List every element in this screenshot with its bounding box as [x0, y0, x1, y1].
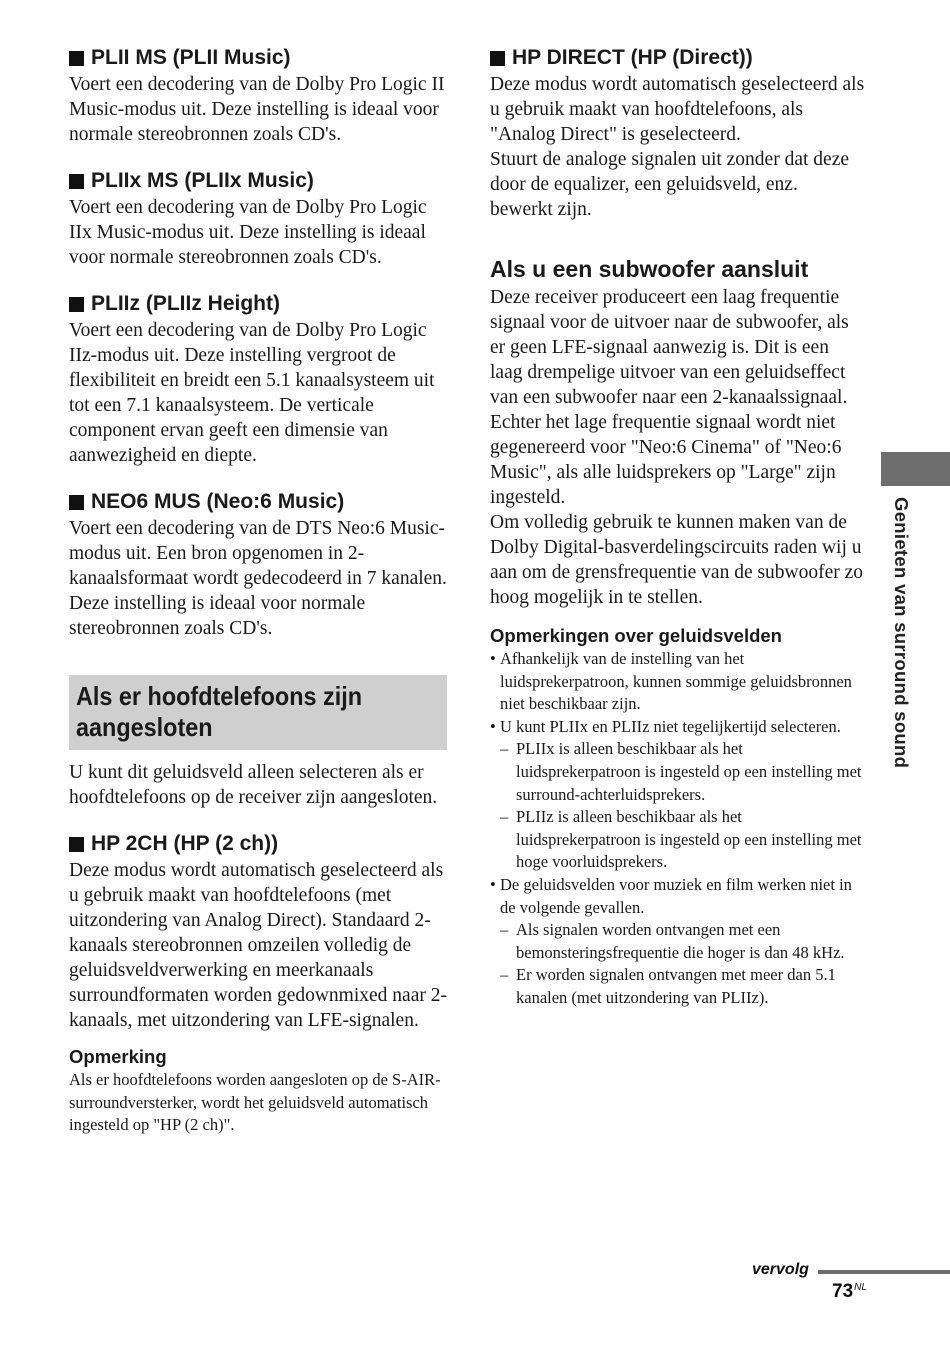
heading-text: PLII MS (PLII Music) — [91, 46, 291, 69]
chapter-side-label: Genieten van surround sound — [891, 497, 912, 769]
list-item: • De geluidsvelden voor muziek en film werken niet in de volgende gevallen. — [490, 874, 865, 919]
heading-text: PLIIx MS (PLIIx Music) — [91, 169, 314, 192]
heading-plii-ms — [69, 44, 447, 72]
paragraph-pliix-ms: Voert een decodering van de Dolby Pro Logic IIx Music-modus uit. Deze instelling is ideaal voor normale stereobronnen zoals CD's. — [69, 197, 427, 268]
square-bullet-icon — [69, 297, 84, 312]
page-number-suffix: NL — [854, 1282, 867, 1293]
list-item: • U kunt PLIIx en PLIIz niet tegelijkertijd selecteren. — [490, 716, 865, 739]
paragraph-plii-ms: Voert een decodering van de Dolby Pro Logic II Music-modus uit. Deze instelling is ideaal voor normale stereobronnen zoals CD's. — [69, 74, 445, 145]
notes-list — [490, 648, 865, 1010]
square-bullet-icon — [69, 51, 84, 66]
notes-heading: Opmerkingen over geluidsvelden — [490, 625, 782, 646]
heading-hp-2ch — [69, 830, 447, 858]
heading-text: NEO6 MUS (Neo:6 Music) — [91, 490, 345, 513]
right-column — [490, 44, 865, 1010]
paragraph-headphones-intro: U kunt dit geluidsveld alleen selecteren als er hoofdtelefoons op de receiver zijn aangesloten. — [69, 762, 438, 808]
square-bullet-icon — [69, 837, 84, 852]
square-bullet-icon — [69, 174, 84, 189]
page-number-value: 73 — [832, 1281, 854, 1302]
square-bullet-icon — [69, 495, 84, 510]
list-item: • Afhankelijk van de instelling van het luidsprekerpatroon, kunnen sommige geluidsbronnen niet beschikbaar zijn. — [490, 648, 865, 716]
paragraph-hp-direct-1: Deze modus wordt automatisch geselecteerd als u gebruik maakt van hoofdtelefoons, als "Analog Direct" is geselecteerd. — [490, 74, 865, 145]
continued-rule — [818, 1270, 950, 1274]
note-text: Als er hoofdtelefoons worden aangesloten op de S-AIR-surroundversterker, wordt het geluidsveld automatisch ingesteld op "HP (2 ch)". — [69, 1070, 441, 1134]
paragraph-hp-direct-2: Stuurt de analoge signalen uit zonder dat deze door de equalizer, een geluidsveld, enz. bewerkt zijn. — [490, 149, 849, 220]
paragraph-neo6-mus: Voert een decodering van de DTS Neo:6 Music-modus uit. Een bron opgenomen in 2-kanaalsformaat wordt gedecodeerd in 7 kanalen. Deze instelling is ideaal voor normale stereobronnen zoals CD's. — [69, 518, 447, 639]
list-item: – Er worden signalen ontvangen met meer dan 5.1 kanalen (met uitzondering van PLIIz). — [490, 964, 865, 1009]
continued-label: vervolg — [752, 1261, 809, 1278]
heading-subwoofer: Als u een subwoofer aansluit — [490, 256, 809, 282]
heading-text: PLIIz (PLIIz Height) — [91, 292, 280, 315]
note-heading: Opmerking — [69, 1046, 167, 1067]
section-title-headphones: Als er hoofdtelefoons zijn aangesloten — [76, 681, 363, 742]
chapter-tab-marker — [881, 452, 950, 486]
square-bullet-icon — [490, 51, 505, 66]
list-item: – PLIIx is alleen beschikbaar als het luidsprekerpatroon is ingesteld op een instelling met surround-achterluidsprekers. — [490, 738, 865, 806]
page-number — [832, 1281, 867, 1303]
left-column — [69, 44, 447, 1137]
heading-text: HP 2CH (HP (2 ch)) — [91, 832, 279, 855]
heading-hp-direct — [490, 44, 865, 72]
paragraph-pliiz: Voert een decodering van de Dolby Pro Logic IIz-modus uit. Deze instelling vergroot de flexibiliteit en breidt een 5.1 kanaalsysteem uit tot een 7.1 kanaalsysteem. De verticale component ervan geeft een dimensie van aanwezigheid en diepte. — [69, 320, 435, 466]
heading-pliix-ms — [69, 167, 447, 195]
paragraph-hp-2ch: Deze modus wordt automatisch geselecteerd als u gebruik maakt van hoofdtelefoons (met uitzondering van Analog Direct). Standaard 2-kanaals stereobronnen omzeilen volledig de geluidsveldverwerking en meerkanaals surroundformaten worden gedownmixed naar 2-kanaals, met uitzondering van LFE-signalen. — [69, 860, 447, 1031]
paragraph-subwoofer-2: Om volledig gebruik te kunnen maken van de Dolby Digital-basverdelingscircuits raden wij u aan om de grensfrequentie van de subwoofer zo hoog mogelijk in te stellen. — [490, 512, 864, 608]
heading-neo6-mus — [69, 488, 447, 516]
paragraph-subwoofer-1: Deze receiver produceert een laag frequentie signaal voor de uitvoer naar de subwoofer, als er geen LFE-signaal aanwezig is. Dit is een laag drempelige uitvoer van een geluidseffect van een subwoofer naar een 2-kanaalssignaal. Echter het lage frequentie signaal wordt niet gegenereerd voor "Neo:6 Cinema" of "Neo:6 Music", als alle luidsprekers op "Large" zijn ingesteld. — [490, 287, 849, 508]
list-item: – PLIIz is alleen beschikbaar als het luidsprekerpatroon is ingesteld op een instelling met hoge voorluidsprekers. — [490, 806, 865, 874]
heading-pliiz — [69, 290, 447, 318]
heading-text: HP DIRECT (HP (Direct)) — [512, 46, 753, 69]
list-item: – Als signalen worden ontvangen met een bemonsteringsfrequentie die hoger is dan 48 kHz. — [490, 919, 865, 964]
section-heading-box — [69, 675, 447, 750]
